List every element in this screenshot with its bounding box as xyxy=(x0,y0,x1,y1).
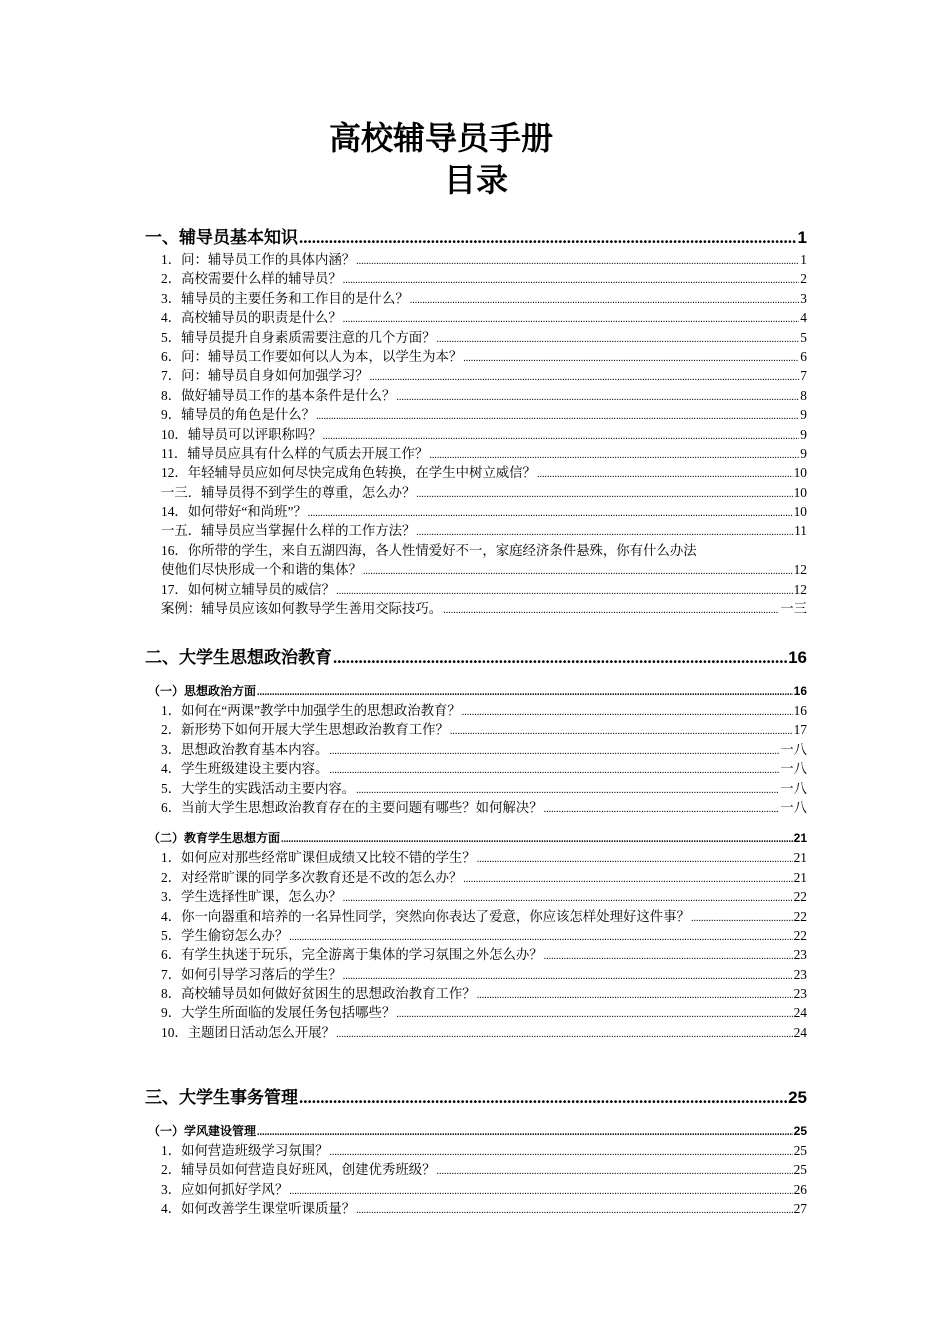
toc-entry-label: 9．大学生所面临的发展任务包括哪些？ xyxy=(161,1005,396,1021)
toc-entry-section[interactable] xyxy=(145,646,807,670)
leader-dots xyxy=(333,646,787,670)
toc-entry-page: 16 xyxy=(788,648,807,667)
toc-entry-item[interactable] xyxy=(145,308,807,327)
toc-entry-item[interactable] xyxy=(145,483,807,502)
toc-entry-page: 16 xyxy=(793,703,807,718)
toc-entry-label: 5．辅导员提升自身素质需要注意的几个方面？ xyxy=(161,329,436,345)
toc-entry-label: 使他们尽快形成一个和谐的集体？ xyxy=(161,562,362,578)
toc-section-2 xyxy=(145,646,807,1042)
document-title: 高校辅导员手册 xyxy=(328,120,553,156)
toc-entry-page: 11 xyxy=(794,523,807,539)
toc-entry-page: 7 xyxy=(800,368,807,384)
toc-entry-page: 2 xyxy=(800,271,807,287)
leader-dots xyxy=(329,742,779,761)
toc-entry-label: 1．问：辅导员工作的具体内涵？ xyxy=(161,252,356,267)
toc-entry-label: 4．你一向器重和培养的一名异性同学，突然向你表达了爱意，你应该怎样处理好这件事？ xyxy=(161,908,690,924)
toc-entry-subsection[interactable] xyxy=(148,829,807,848)
toc-entry-item[interactable] xyxy=(145,599,807,618)
toc-entry-page: 24 xyxy=(793,1024,807,1040)
toc-entry-wrapped-line[interactable]: 16．你所带的学生，来自五湖四海，各人性情爱好不一，家庭经济条件悬殊，你有什么办法 xyxy=(161,542,697,558)
toc-entry-page: 6 xyxy=(800,348,807,364)
leader-dots xyxy=(396,388,799,407)
toc-entry-page: 21 xyxy=(793,850,807,866)
toc-entry-label: 2．高校需要什么样的辅导员？ xyxy=(161,271,342,287)
leader-dots xyxy=(329,761,779,780)
toc-entry-label: 一、辅导员基本知识 xyxy=(145,228,298,247)
toc-entry-page: 22 xyxy=(793,908,807,924)
toc-entry-item[interactable] xyxy=(145,250,807,269)
toc-entry-page: 1 xyxy=(800,252,807,267)
toc-entry-section[interactable] xyxy=(145,1086,807,1110)
toc-entry-page: 17 xyxy=(793,722,807,738)
toc-entry-label: 3．学生选择性旷课，怎么办？ xyxy=(161,889,342,905)
toc-entry-page: 一八 xyxy=(780,761,807,777)
toc-entry-item[interactable] xyxy=(145,887,807,906)
leader-dots xyxy=(462,703,793,722)
toc-entry-label: 11．辅导员应具有什么样的气质去开展工作？ xyxy=(161,445,429,461)
toc-entry-item[interactable] xyxy=(145,444,807,463)
toc-entry-label: 一五．辅导员应当掌握什么样的工作方法？ xyxy=(161,523,416,539)
leader-dots xyxy=(281,830,793,849)
toc-entry-label: （一）思想政治方面 xyxy=(148,684,257,698)
leader-dots xyxy=(316,407,799,426)
toc-entry-item[interactable] xyxy=(145,560,807,579)
toc-entry-label: 5．大学生的实践活动主要内容。 xyxy=(161,780,356,796)
leader-dots xyxy=(463,870,792,889)
toc-entry-label: 1．如何应对那些经常旷课但成绩又比较不错的学生？ xyxy=(161,850,476,866)
toc-entry-page: 10 xyxy=(793,504,807,520)
toc-entry-item[interactable] xyxy=(145,347,807,366)
toc-entry-label: 6．有学生执迷于玩乐，完全游离于集体的学习氛围之外怎么办？ xyxy=(161,947,543,963)
toc-entry-label: 6．当前大学生思想政治教育存在的主要问题有哪些？如何解决？ xyxy=(161,799,543,815)
toc-entry-item[interactable] xyxy=(145,366,807,385)
leader-dots xyxy=(356,1201,792,1220)
leader-dots xyxy=(437,1162,793,1181)
toc-entry-label: 一三．辅导员得不到学生的尊重，怎么办？ xyxy=(161,484,416,500)
toc-entry-label: 7．问：辅导员自身如何加强学习？ xyxy=(161,368,369,384)
toc-entry-page: 9 xyxy=(800,407,807,423)
toc-entry-page: 25 xyxy=(793,1162,807,1178)
toc-entry-item[interactable] xyxy=(145,926,807,945)
toc-entry-item[interactable] xyxy=(145,868,807,887)
toc-entry-page: 22 xyxy=(793,927,807,943)
toc-entry-label: 2．对经常旷课的同学多次教育还是不改的怎么办？ xyxy=(161,869,463,885)
toc-entry-label: 3．辅导员的主要任务和工作目的是什么？ xyxy=(161,290,409,306)
toc-entry-label: 9．辅导员的角色是什么？ xyxy=(161,407,315,423)
toc-entry-page: 16 xyxy=(793,684,807,698)
toc-entry-item[interactable] xyxy=(145,1003,807,1022)
toc-entry-subsection[interactable] xyxy=(148,1122,807,1141)
toc-entry-item[interactable] xyxy=(145,965,807,984)
toc-entry-item[interactable] xyxy=(145,740,807,759)
leader-dots xyxy=(363,562,793,581)
toc-entry-section[interactable] xyxy=(145,226,807,250)
toc-entry-item[interactable] xyxy=(145,1180,807,1199)
leader-dots xyxy=(410,291,800,310)
toc-entry-label: 6．问：辅导员工作要如何以人为本，以学生为本？ xyxy=(161,348,463,364)
toc-entry-item[interactable] xyxy=(145,701,807,720)
toc-entry-label: 10．辅导员可以评职称吗？ xyxy=(161,426,322,442)
leader-dots xyxy=(450,722,793,741)
toc-entry-item[interactable] xyxy=(145,984,807,1003)
toc-entry-page: 27 xyxy=(793,1201,807,1217)
toc-entry-page: 9 xyxy=(800,445,807,461)
toc-entry-item[interactable] xyxy=(145,328,807,347)
leader-dots xyxy=(396,1005,792,1024)
toc-entry-item[interactable] xyxy=(145,848,807,867)
leader-dots xyxy=(257,683,793,702)
toc-entry-page: 26 xyxy=(793,1181,807,1197)
toc-entry-item[interactable] xyxy=(145,289,807,308)
toc-entry-page: 23 xyxy=(793,947,807,963)
toc-entry-item[interactable] xyxy=(145,425,807,444)
toc-entry-page: 一八 xyxy=(780,780,807,796)
toc-entry-page: 21 xyxy=(793,831,807,846)
toc-entry-page: 一八 xyxy=(780,799,807,815)
toc-entry-label: 1．如何在“两课”教学中加强学生的思想政治教育？ xyxy=(161,703,461,718)
toc-entry-page: 5 xyxy=(800,329,807,345)
toc-entry-label: 4．如何改善学生课堂听课质量？ xyxy=(161,1201,356,1217)
toc-entry-label: 12．年轻辅导员应如何尽快完成角色转换，在学生中树立威信？ xyxy=(161,465,536,481)
leader-dots xyxy=(477,850,793,869)
toc-entry-label: 3．思想政治教育基本内容。 xyxy=(161,741,329,757)
toc-entry-page: 一八 xyxy=(780,741,807,757)
toc-entry-page: 23 xyxy=(793,966,807,982)
toc-entry-label: 三、大学生事务管理 xyxy=(145,1088,298,1107)
leader-dots xyxy=(370,368,800,387)
toc-entry-item[interactable] xyxy=(145,720,807,739)
toc-entry-page: 12 xyxy=(793,562,807,578)
toc-entry-item[interactable] xyxy=(145,945,807,964)
leader-dots xyxy=(437,330,800,349)
toc-entry-page: 8 xyxy=(800,387,807,403)
leader-dots xyxy=(544,947,793,966)
toc-entry-label: 7．如何引导学习落后的学生？ xyxy=(161,966,342,982)
toc-entry-page: 12 xyxy=(793,581,807,597)
toc-entry-page: 21 xyxy=(793,869,807,885)
toc-entry-label: 8．做好辅导员工作的基本条件是什么？ xyxy=(161,387,396,403)
toc-entry-label: 2．辅导员如何营造良好班风，创建优秀班级？ xyxy=(161,1162,436,1178)
toc-entry-page: 24 xyxy=(793,1005,807,1021)
toc-entry-item[interactable] xyxy=(145,521,807,540)
toc-entry-page: 4 xyxy=(800,310,807,326)
leader-dots xyxy=(416,523,793,542)
toc-entry-page: 3 xyxy=(800,290,807,306)
leader-dots xyxy=(691,909,793,928)
toc-section-3 xyxy=(145,1086,807,1219)
toc-entry-item[interactable] xyxy=(145,269,807,288)
toc-entry-item[interactable] xyxy=(145,1160,807,1179)
toc-entry-label: 1．如何营造班级学习氛围？ xyxy=(161,1143,329,1158)
toc-entry-label: 4．学生班级建设主要内容。 xyxy=(161,761,329,777)
leader-dots xyxy=(299,1086,787,1110)
toc-entry-page: 23 xyxy=(793,986,807,1002)
leader-dots xyxy=(443,601,779,620)
toc-entry-item[interactable] xyxy=(145,798,807,817)
leader-dots xyxy=(477,986,793,1005)
leader-dots xyxy=(356,252,799,271)
toc-entry-item[interactable] xyxy=(145,463,807,482)
toc-entry-item[interactable] xyxy=(145,759,807,778)
toc-entry-label: 10．主题团日活动怎么开展？ xyxy=(161,1024,336,1040)
toc-entry-label: （二）教育学生思想方面 xyxy=(148,831,281,846)
toc-entry-item[interactable] xyxy=(145,386,807,405)
toc-entry-label: 案例：辅导员应该如何教导学生善用交际技巧。 xyxy=(161,601,443,617)
leader-dots xyxy=(463,349,799,368)
leader-dots xyxy=(289,1182,792,1201)
toc-entry-page: 9 xyxy=(800,426,807,442)
toc-entry-item[interactable] xyxy=(145,1023,807,1042)
toc-entry-page: 25 xyxy=(788,1088,807,1107)
toc-entry-label: 8．高校辅导员如何做好贫困生的思想政治教育工作？ xyxy=(161,986,476,1002)
toc-entry-item[interactable] xyxy=(145,779,807,798)
toc-entry-item[interactable] xyxy=(145,907,807,926)
toc-entry-label: 二、大学生思想政治教育 xyxy=(145,648,332,667)
leader-dots xyxy=(416,485,792,504)
leader-dots xyxy=(537,465,793,484)
toc-entry-page: 10 xyxy=(793,484,807,500)
toc-entry-item[interactable] xyxy=(145,1141,807,1160)
toc-entry-item[interactable] xyxy=(145,502,807,521)
toc-entry-label: 5．学生偷窃怎么办？ xyxy=(161,927,289,943)
toc-entry-item[interactable] xyxy=(145,1199,807,1218)
toc-entry-item[interactable] xyxy=(145,580,807,599)
toc-entry-label: （一）学风建设管理 xyxy=(148,1124,257,1138)
leader-dots xyxy=(299,226,797,250)
toc-entry-label: 3．应如何抓好学风？ xyxy=(161,1181,289,1197)
toc-entry-page: 25 xyxy=(793,1124,807,1138)
toc-heading: 目录 xyxy=(443,162,508,198)
toc-entry-page: 22 xyxy=(793,889,807,905)
toc-entry-subsection[interactable] xyxy=(148,682,807,701)
toc-entry-label: 2．新形势下如何开展大学生思想政治教育工作？ xyxy=(161,722,449,738)
toc-entry-item[interactable] xyxy=(145,405,807,424)
toc-entry-label: 17．如何树立辅导员的威信？ xyxy=(161,581,336,597)
toc-entry-label: 4．高校辅导员的职责是什么？ xyxy=(161,310,342,326)
leader-dots xyxy=(544,800,780,819)
toc-entry-page: 10 xyxy=(793,465,807,481)
leader-dots xyxy=(336,1025,793,1044)
toc-entry-page: 1 xyxy=(797,228,807,247)
toc-section-1 xyxy=(145,226,807,618)
leader-dots xyxy=(343,271,800,290)
toc-entry-label: 14．如何带好“和尚班”？ xyxy=(161,504,307,520)
toc-entry-page: 25 xyxy=(793,1143,807,1158)
toc-entry-page: 一三 xyxy=(780,601,807,617)
leader-dots xyxy=(257,1123,793,1142)
